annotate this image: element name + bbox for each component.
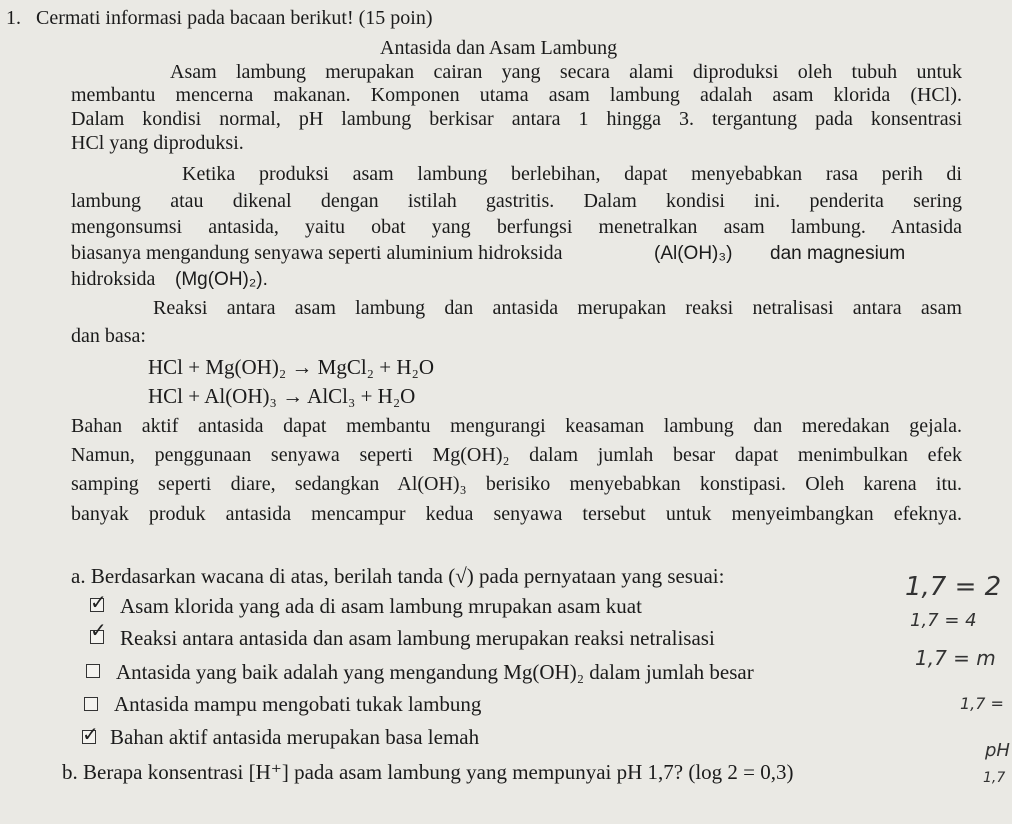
passage-p4-line1: Bahan aktif antasida dapat membantu mengurangi keasaman lambung dan meredakan gejala. xyxy=(71,415,962,437)
passage-p2-line5: hidroksida xyxy=(71,268,156,290)
passage-p2-line1: Ketika produksi asam lambung berlebihan, dapat menyebabkan rasa perih di xyxy=(182,163,962,185)
passage-p1-line1: Asam lambung merupakan cairan yang secara alami diproduksi oleh tubuh untuk xyxy=(170,61,962,83)
passage-p1-line2: membantu mencerna makanan. Komponen utama asam lambung adalah asam klorida (HCl). xyxy=(71,84,962,106)
passage-p2-line4: biasanya mengandung senyawa seperti aluminium hidroksida xyxy=(71,242,563,264)
passage-p2-tail: dan magnesium xyxy=(770,243,906,264)
option-2-label: Reaksi antara antasida dan asam lambung merupakan reaksi netralisasi xyxy=(120,626,715,650)
handwritten-note-3: 1,7 = m xyxy=(915,646,996,670)
passage-p1-line3: Dalam kondisi normal, pH lambung berkisar antara 1 hingga 3. tergantung pada konsentrasi xyxy=(71,108,962,130)
passage-p1-line4: HCl yang diproduksi. xyxy=(71,132,244,154)
question-prompt: Cermati informasi pada bacaan berikut! (15 poin) xyxy=(36,7,433,29)
passage-p2-line2: lambung atau dikenal dengan istilah gastritis. Dalam kondisi ini. penderita sering xyxy=(71,190,962,212)
formula-mgoh2: (Mg(OH)₂). xyxy=(175,269,268,290)
option-5-label: Bahan aktif antasida merupakan basa lemah xyxy=(110,725,480,749)
handwritten-note-6: 1,7 xyxy=(983,770,1006,786)
formula-aloh3: (Al(OH)₃) xyxy=(654,243,733,264)
part-a-prompt: a. Berdasarkan wacana di atas, berilah tanda (√) pada pernyataan yang sesuai: xyxy=(71,564,725,588)
part-b-prompt: b. Berapa konsentrasi [H⁺] pada asam lambung yang mempunyai pH 1,7? (log 2 = 0,3) xyxy=(62,760,794,784)
equation-1: HCl + Mg(OH)₂ → MgCl₂ + H₂O xyxy=(148,355,434,379)
handwritten-note-5: pH xyxy=(985,740,1010,761)
option-3-checkbox[interactable] xyxy=(86,664,100,678)
option-4-label: Antasida mampu mengobati tukak lambung xyxy=(114,692,482,716)
check-mark-icon: ✓ xyxy=(90,590,107,614)
handwritten-note-4: 1,7 = xyxy=(960,694,1004,713)
passage-p2-line3: mengonsumsi antasida, yaitu obat yang berfungsi menetralkan asam lambung. Antasida xyxy=(71,216,962,238)
passage-p4-line3: samping seperti diare, sedangkan Al(OH)₃ berisiko menyebabkan konstipasi. Oleh karena itu. xyxy=(71,473,962,495)
option-4-checkbox[interactable] xyxy=(84,697,98,711)
passage-p3-line2: dan basa: xyxy=(71,325,146,347)
passage-p4-line2: Namun, penggunaan senyawa seperti Mg(OH)₂ dalam jumlah besar dapat menimbulkan efek xyxy=(71,444,962,466)
passage-p3-line1: Reaksi antara asam lambung dan antasida merupakan reaksi netralisasi antara asam xyxy=(153,297,962,319)
handwritten-note-1: 1,7 = 2 xyxy=(905,572,1002,602)
passage-title: Antasida dan Asam Lambung xyxy=(380,37,618,59)
option-3-label: Antasida yang baik adalah yang mengandung Mg(OH)₂ dalam jumlah besar xyxy=(116,660,754,684)
handwritten-note-2: 1,7 = 4 xyxy=(910,610,977,631)
passage-p4-line4: banyak produk antasida mencampur kedua senyawa tersebut untuk menyeimbangkan efeknya. xyxy=(71,503,962,525)
question-number: 1. xyxy=(6,7,21,29)
check-mark-icon: ✓ xyxy=(90,618,107,642)
check-mark-icon: ✓ xyxy=(82,722,99,746)
option-1-label: Asam klorida yang ada di asam lambung mrupakan asam kuat xyxy=(120,594,642,618)
equation-2: HCl + Al(OH)₃ → AlCl₃ + H₂O xyxy=(148,384,416,408)
